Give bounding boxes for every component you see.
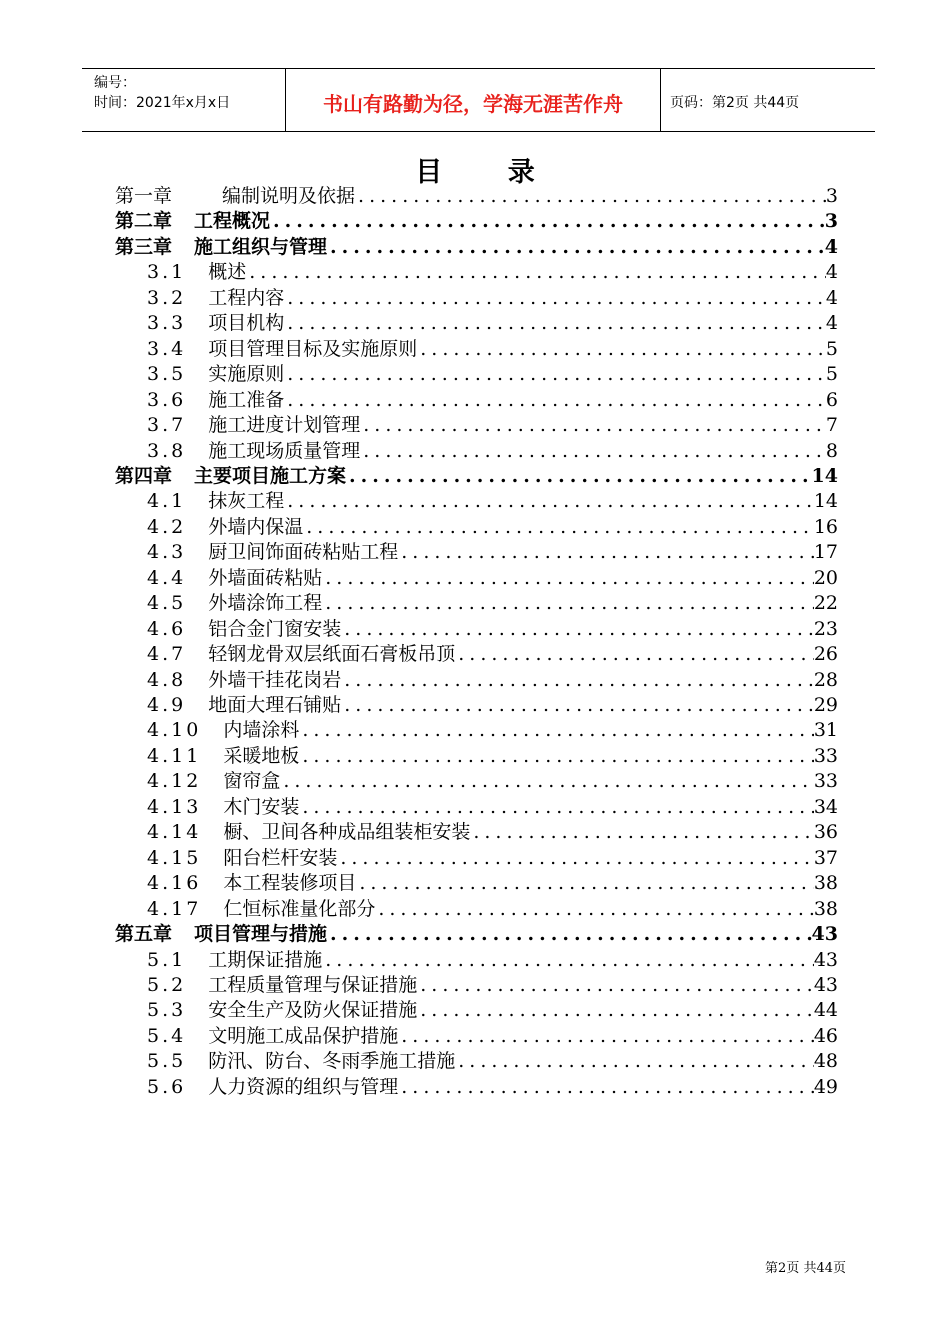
toc-dot-leader — [346, 464, 812, 489]
toc-entry-number: 4.11 — [147, 744, 202, 767]
toc-dot-leader — [417, 998, 814, 1023]
toc-page-number: 29 — [813, 694, 838, 716]
toc-section-entry[interactable] — [147, 413, 838, 438]
toc-page-number: 43 — [813, 948, 838, 971]
toc-entry-title: 外墙涂饰工程 — [208, 592, 323, 615]
toc-entry-title: 橱、卫间各种成品组装柜安装 — [223, 821, 471, 844]
toc-section-entry[interactable] — [147, 489, 838, 514]
toc-page-number: 6 — [825, 388, 838, 411]
toc-section-entry[interactable] — [147, 515, 838, 540]
toc-section-entry[interactable] — [147, 718, 838, 743]
toc-dot-leader — [360, 439, 826, 464]
toc-section-entry[interactable] — [147, 591, 838, 616]
toc-page-number: 4 — [825, 286, 838, 309]
toc-section-entry[interactable] — [147, 1075, 838, 1100]
toc-chapter-entry[interactable] — [115, 209, 838, 234]
toc-entry-number: 4.2 — [147, 515, 187, 538]
toc-section-entry[interactable] — [147, 973, 838, 998]
header-info-cell — [82, 69, 285, 131]
toc-page-number: 38 — [813, 897, 838, 920]
toc-entry-title: 安全生产及防火保证措施 — [208, 999, 418, 1022]
toc-entry-number: 第二章 — [115, 210, 173, 233]
toc-section-entry[interactable] — [147, 286, 838, 311]
toc-dot-leader — [355, 184, 826, 209]
toc-section-entry[interactable] — [147, 795, 838, 820]
toc-dot-leader — [341, 668, 814, 693]
toc-entry-title: 概述 — [208, 261, 247, 284]
toc-page-number: 43 — [813, 973, 838, 996]
toc-dot-leader — [417, 337, 826, 362]
toc-page-number: 26 — [813, 643, 838, 666]
toc-entry-title: 阳台栏杆安装 — [223, 846, 338, 869]
toc-page-number: 43 — [811, 923, 838, 946]
toc-entry-title: 地面大理石铺贴 — [208, 694, 342, 716]
toc-entry-number: 3.1 — [147, 261, 187, 284]
toc-page-number: 38 — [813, 872, 838, 895]
toc-entry-title: 工程内容 — [208, 286, 285, 309]
toc-title: 目 录 — [415, 157, 563, 188]
toc-entry-title: 本工程装修项目 — [223, 872, 357, 895]
toc-page-number: 49 — [813, 1075, 838, 1098]
toc-entry-title: 外墙面砖粘贴 — [208, 566, 323, 589]
toc-entry-number: 4.12 — [147, 770, 202, 793]
toc-section-entry[interactable] — [147, 362, 838, 387]
toc-dot-leader — [398, 540, 814, 565]
toc-dot-leader — [360, 413, 826, 438]
toc-page-number: 33 — [813, 744, 838, 767]
toc-entry-number: 3.7 — [147, 414, 187, 437]
toc-entry-title: 轻钢龙骨双层纸面石膏板吊顶 — [208, 643, 456, 666]
document-number-label: 编号： — [94, 75, 136, 91]
toc-section-entry[interactable] — [147, 439, 838, 464]
toc-entry-number: 4.1 — [147, 490, 187, 513]
toc-section-entry[interactable] — [147, 948, 838, 973]
toc-page-number: 4 — [825, 261, 838, 284]
header-motto-cell — [285, 69, 661, 131]
toc-page-number: 48 — [813, 1050, 838, 1073]
toc-dot-leader — [470, 820, 813, 845]
toc-entry-number: 第五章 — [115, 923, 173, 946]
toc-dot-leader — [284, 286, 826, 311]
toc-dot-leader — [398, 1075, 814, 1100]
toc-page-number: 3 — [824, 210, 838, 233]
toc-chapter-entry[interactable] — [115, 464, 838, 489]
toc-entry-title: 厨卫间饰面砖粘贴工程 — [208, 541, 399, 564]
toc-entry-number: 4.6 — [147, 617, 187, 640]
toc-section-entry[interactable] — [147, 897, 838, 922]
toc-entry-title: 施工组织与管理 — [194, 235, 328, 258]
toc-dot-leader — [284, 489, 814, 514]
toc-section-entry[interactable] — [147, 846, 838, 871]
header-page-label: 页码：第2页 共44页 — [670, 95, 800, 111]
toc-page-number: 4 — [824, 235, 838, 258]
toc-page-number: 37 — [813, 846, 838, 869]
toc-entry-number: 第一章 — [115, 185, 173, 207]
toc-entry-number: 4.7 — [147, 643, 187, 666]
toc-entry-title: 防汛、防台、冬雨季施工措施 — [208, 1050, 456, 1073]
toc-section-entry[interactable] — [147, 693, 838, 718]
toc-chapter-entry[interactable] — [115, 922, 838, 947]
toc-entry-number: 5.3 — [147, 999, 187, 1022]
toc-section-entry[interactable] — [147, 668, 838, 693]
toc-entry-number: 4.3 — [147, 541, 187, 564]
toc-entry-number: 4.10 — [147, 719, 202, 742]
page-header — [82, 68, 875, 132]
toc-dot-leader — [455, 1049, 814, 1074]
toc-page-number: 5 — [825, 363, 838, 386]
toc-dot-leader — [299, 718, 813, 743]
toc-section-entry[interactable] — [147, 566, 838, 591]
toc-page-number: 17 — [813, 541, 838, 564]
toc-dot-leader — [299, 744, 813, 769]
toc-section-entry[interactable] — [147, 998, 838, 1023]
toc-dot-leader — [356, 871, 813, 896]
toc-dot-leader — [341, 617, 814, 642]
toc-dot-leader — [303, 515, 814, 540]
toc-section-entry[interactable] — [147, 769, 838, 794]
toc-entry-title: 铝合金门窗安装 — [208, 617, 342, 640]
toc-page-number: 4 — [825, 312, 838, 335]
toc-entry-number: 4.17 — [147, 897, 202, 920]
toc-section-entry[interactable] — [147, 260, 838, 285]
toc-section-entry[interactable] — [147, 820, 838, 845]
toc-entry-number: 第四章 — [115, 464, 173, 487]
toc-entry-number: 3.4 — [147, 337, 187, 360]
toc-page-number: 28 — [813, 668, 838, 691]
toc-dot-leader — [280, 769, 813, 794]
toc-section-entry[interactable] — [147, 617, 838, 642]
toc-entry-title: 仁恒标准量化部分 — [223, 897, 376, 920]
toc-page-number: 44 — [813, 999, 838, 1022]
toc-entry-number: 3.6 — [147, 388, 187, 411]
toc-entry-number: 4.8 — [147, 668, 187, 691]
toc-dot-leader — [284, 311, 826, 336]
toc-page-number: 7 — [825, 414, 838, 437]
toc-entry-number: 5.4 — [147, 1024, 187, 1047]
toc-dot-leader — [322, 948, 814, 973]
toc-entry-title: 采暖地板 — [223, 744, 300, 767]
toc-entry-number: 5.5 — [147, 1050, 187, 1073]
toc-section-entry[interactable] — [147, 1049, 838, 1074]
toc-entry-title: 施工准备 — [208, 388, 285, 411]
toc-page-number: 20 — [813, 566, 838, 589]
toc-entry-number: 5.1 — [147, 948, 187, 971]
toc-entry-title: 实施原则 — [208, 363, 285, 386]
toc-entry-title: 工程质量管理与保证措施 — [208, 973, 418, 996]
toc-chapter-entry[interactable] — [115, 235, 838, 260]
toc-entry-title: 内墙涂料 — [223, 719, 300, 742]
toc-entry-number: 3.3 — [147, 312, 187, 335]
toc-entry-number: 3.8 — [147, 439, 187, 462]
toc-dot-leader — [322, 591, 814, 616]
toc-page-number: 46 — [813, 1024, 838, 1047]
toc-page-number: 23 — [813, 617, 838, 640]
toc-section-entry[interactable] — [147, 388, 838, 413]
toc-entry-number: 4.15 — [147, 846, 202, 869]
toc-dot-leader — [398, 1024, 814, 1049]
document-time-label: 时间：2021年x月x日 — [94, 95, 231, 111]
toc-section-entry[interactable] — [147, 311, 838, 336]
toc-dot-leader — [322, 566, 814, 591]
toc-page-number: 3 — [825, 185, 838, 207]
toc-page-number: 36 — [813, 821, 838, 844]
toc-section-entry[interactable] — [147, 1024, 838, 1049]
toc-section-entry[interactable] — [147, 540, 838, 565]
header-motto: 书山有路勤为径，学海无涯苦作舟 — [323, 92, 623, 116]
toc-entry-title: 编制说明及依据 — [222, 185, 356, 207]
toc-section-entry[interactable] — [147, 744, 838, 769]
header-page-cell — [660, 69, 875, 131]
toc-entry-number: 4.13 — [147, 795, 202, 818]
toc-page-number: 33 — [813, 770, 838, 793]
toc-section-entry[interactable] — [147, 337, 838, 362]
toc-entry-title: 人力资源的组织与管理 — [208, 1075, 399, 1098]
toc-entry-number: 第三章 — [115, 235, 173, 258]
toc-entry-title: 木门安装 — [223, 795, 300, 818]
toc-entry-number: 5.6 — [147, 1075, 187, 1098]
toc-page-number: 8 — [825, 439, 838, 462]
toc-entry-title: 项目管理目标及实施原则 — [208, 337, 418, 360]
toc-dot-leader — [246, 260, 826, 285]
toc-page-number: 31 — [813, 719, 838, 742]
toc-dot-leader — [455, 642, 814, 667]
toc-entry-title: 文明施工成品保护措施 — [208, 1024, 399, 1047]
toc-entry-title: 工期保证措施 — [208, 948, 323, 971]
toc-page-number: 22 — [813, 592, 838, 615]
toc-entry-number: 4.14 — [147, 821, 202, 844]
toc-page-number: 14 — [813, 490, 838, 513]
toc-page-number: 14 — [811, 464, 838, 487]
toc-dot-leader — [284, 388, 826, 413]
toc-entry-number: 4.16 — [147, 872, 202, 895]
toc-dot-leader — [417, 973, 814, 998]
toc-entry-number: 4.4 — [147, 566, 187, 589]
toc-entry-number: 5.2 — [147, 973, 187, 996]
toc-page-number: 16 — [813, 515, 838, 538]
toc-page-number: 34 — [813, 795, 838, 818]
toc-entry-number: 3.5 — [147, 363, 187, 386]
toc-dot-leader — [284, 362, 826, 387]
toc-entry-title: 工程概况 — [194, 210, 271, 233]
toc-entry-number: 4.9 — [147, 694, 187, 716]
toc-entry-title: 主要项目施工方案 — [194, 464, 347, 487]
toc-dot-leader — [337, 846, 813, 871]
toc-section-entry[interactable] — [147, 642, 838, 667]
toc-dot-leader — [341, 693, 814, 718]
toc-dot-leader — [375, 897, 813, 922]
toc-entry-title: 窗帘盒 — [223, 770, 281, 793]
page-footer: 第2页 共44页 — [765, 1261, 846, 1276]
toc-entry-title: 外墙干挂花岗岩 — [208, 668, 342, 691]
toc-dot-leader — [270, 209, 825, 234]
toc-entry-number: 4.5 — [147, 592, 187, 615]
toc-page-number: 5 — [825, 337, 838, 360]
toc-section-entry[interactable] — [147, 871, 838, 896]
toc-entry-title: 施工进度计划管理 — [208, 414, 361, 437]
toc-dot-leader — [299, 795, 813, 820]
toc-entry-title: 项目机构 — [208, 312, 285, 335]
toc-chapter-entry[interactable] — [115, 184, 838, 209]
toc-entry-title: 项目管理与措施 — [194, 923, 328, 946]
toc-entry-title: 施工现场质量管理 — [208, 439, 361, 462]
toc-entry-number: 3.2 — [147, 286, 187, 309]
toc-dot-leader — [327, 922, 812, 947]
toc-entry-title: 抹灰工程 — [208, 490, 285, 513]
toc-entry-title: 外墙内保温 — [208, 515, 304, 538]
toc-dot-leader — [327, 235, 825, 260]
